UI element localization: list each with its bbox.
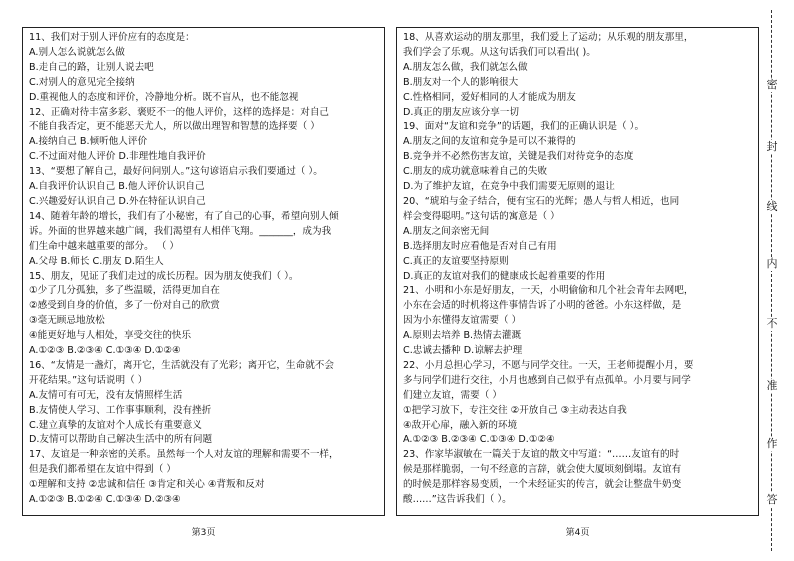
question-line: C.兴趣爱好认识自己 D.外在特征认识自己	[29, 195, 206, 207]
right-page-number: 第4页	[565, 528, 590, 538]
question-line: 诉。外面的世界越来越广阔，我们渴望有人相伴飞翔。_______，成为我	[29, 225, 332, 237]
left-page-number: 第3页	[191, 528, 216, 538]
question-line: C.建立真挚的友谊对个人成长有重要意义	[29, 419, 202, 431]
question-line: 们生命中越来越重要的部分。 （ ）	[29, 240, 180, 252]
question-line: 16、“友情是一盏灯，离开它，生活就没有了光彩；离开它，生命就不会	[29, 359, 334, 371]
question-line: A.朋友之间亲密无间	[403, 225, 490, 237]
question-line: A.原则去培养 B.热情去灌溉	[403, 330, 522, 342]
binding-char: 答	[764, 493, 780, 507]
question-line: 的时候是那样容易变质，一个未经证实的传言，就会让整盘牛奶变	[403, 479, 682, 491]
question-line: 们建立友谊，需要（ ）	[403, 389, 502, 401]
binding-char: 密	[764, 78, 780, 92]
question-line: 不能自我否定，更不能恶天尤人，所以做出理智和智慧的选择要（ ）	[29, 121, 320, 133]
question-line: C.真正的友谊要坚持原则	[403, 255, 509, 267]
question-line: A.友情可有可无，没有友情照样生活	[29, 389, 183, 401]
binding-char: 封	[764, 140, 780, 154]
question-line: ①理解和支持 ②忠诚和信任 ③肯定和关心 ④背叛和反对	[29, 479, 265, 491]
question-line: A.别人怎么说就怎么做	[29, 46, 125, 58]
question-line: 候是那样脆弱，一句不经意的言辞，就会使大厦顷刻倒塌。友谊有	[403, 464, 682, 476]
question-line: 13、“要想了解自己，最好问问别人。”这句谚语启示我们要通过（ ）。	[29, 166, 323, 178]
question-line: ②感受到自身的价值，多了一份对自己的欣赏	[29, 300, 220, 312]
question-line: 11、我们对于别人评价应有的态度是：	[29, 32, 195, 43]
question-line: 23、作家毕淑敏在一篇关于友谊的散文中写道：“……友谊有的时	[403, 449, 680, 461]
left-exam-page	[22, 27, 385, 516]
question-line: D.真正的友谊对我们的健康成长起着重要的作用	[403, 270, 606, 282]
right-exam-page	[396, 27, 759, 516]
question-line: ①把学习放下，专注交往 ②开放自己 ③主动表达自我	[403, 404, 627, 416]
question-line: A.自我评价认识自己 B.他人评价认识自己	[29, 181, 205, 193]
question-line: A.①②③ B.②③④ C.①③④ D.①②④	[29, 345, 181, 357]
question-line: 22、小月总担心学习，不愿与同学交往。一天，王老师提醒小月，要	[403, 359, 694, 371]
question-line: 但是我们都希望在友谊中得到（ ）	[29, 464, 176, 476]
question-line: 因为小东懂得友谊需要（ ）	[403, 315, 522, 327]
question-line: B.选择朋友时应看他是否对自己有用	[403, 240, 557, 252]
question-line: 样会变得聪明。”这句话的寓意是（ ）	[403, 210, 560, 222]
question-line: B.竞争并不必然伤害友谊，关键是我们对待竞争的态度	[403, 151, 634, 163]
binding-char: 不	[764, 317, 780, 331]
question-line: 14、随着年龄的增长，我们有了小秘密，有了自己的心事，希望向别人倾	[29, 210, 339, 222]
question-line: C.朋友的成功就意味着自己的失败	[403, 166, 548, 178]
question-line: 21、小明和小东是好朋友，一天，小明偷偷和几个社会青年去网吧，	[403, 285, 694, 297]
question-line: A.朋友怎么做，我们就怎么做	[403, 61, 528, 73]
question-line: 20、“琥珀与金子结合，便有宝石的光辉；愚人与哲人相近，也同	[403, 195, 680, 207]
question-line: 酸……”这告诉我们（ ）。	[403, 494, 512, 506]
question-line: C.对别人的意见完全接纳	[29, 76, 135, 88]
question-line: 多与同学们进行交往，小月也感到自己似乎有点孤单。小月要与同学	[403, 374, 691, 386]
question-line: 19、面对“友谊和竞争”的话题，我们的正确认识是（ ）。	[403, 121, 645, 133]
binding-char: 准	[764, 379, 780, 393]
question-line: C.不过面对他人评价 D.非理性地自我评价	[29, 151, 206, 163]
question-line: D.友情可以帮助自己解决生活中的所有问题	[29, 434, 213, 446]
question-line: ①少了几分孤独，多了些温暖，活得更加自在	[29, 285, 220, 297]
question-line: B.走自己的路，让别人说去吧	[29, 61, 154, 73]
question-line: D.真正的朋友应该分享一切	[403, 106, 519, 118]
question-line: B.友情使人学习、工作事事顺利，没有挫折	[29, 404, 212, 416]
question-line: A.朋友之间的友谊和竞争是可以不兼得的	[403, 136, 576, 148]
question-line: D.重视他人的态度和评价，冷静地分析。既不盲从，也不能忽视	[29, 91, 299, 103]
question-line: 我们学会了乐观。从这句话我们可以看出( )。	[403, 46, 596, 58]
question-line: C.性格相同，爱好相同的人才能成为朋友	[403, 91, 576, 103]
question-line: A.接纳自己 B.倾听他人评价	[29, 136, 148, 148]
question-line: 15、朋友，见证了我们走过的成长历程。因为朋友使我们（ ）。	[29, 270, 299, 282]
question-line: 小东在会适的时机将这件事情告诉了小明的爸爸。小东这样做，是	[403, 300, 682, 312]
question-line: A.父母 B.师长 C.朋友 D.陌生人	[29, 255, 164, 267]
question-line: 开花结果。”这句话说明（ ）	[29, 374, 148, 386]
question-line: C.忠诚去播种 D.谅解去护理	[403, 345, 523, 357]
question-line: 18、从喜欢运动的朋友那里，我们爱上了运动；从乐观的朋友那里，	[403, 32, 694, 43]
binding-char: 作	[764, 437, 780, 451]
binding-margin	[764, 10, 780, 551]
question-line: ④敌开心扉，融入新的环境	[403, 419, 518, 431]
binding-char: 线	[764, 200, 780, 214]
binding-char: 内	[764, 257, 780, 271]
question-line: A.①②③ B.①②④ C.①③④ D.②③④	[29, 494, 181, 506]
question-line: A.①②③ B.②③④ C.①③④ D.①②④	[403, 434, 555, 446]
question-line: B.朋友对一个人的影响很大	[403, 76, 519, 88]
question-line: D.为了维护友谊，在竞争中我们需要无原则的退让	[403, 181, 615, 193]
question-line: 17、友谊是一种亲密的关系。虽然每一个人对友谊的理解和需要不一样，	[29, 449, 339, 461]
question-line: ③毫无顾忌地放松	[29, 315, 105, 327]
question-line: 12、正确对待丰富多彩、褒贬不一的他人评价，这样的选择是：对自己	[29, 106, 330, 118]
question-line: ④能更好地与人相处，享受交往的快乐	[29, 330, 192, 342]
